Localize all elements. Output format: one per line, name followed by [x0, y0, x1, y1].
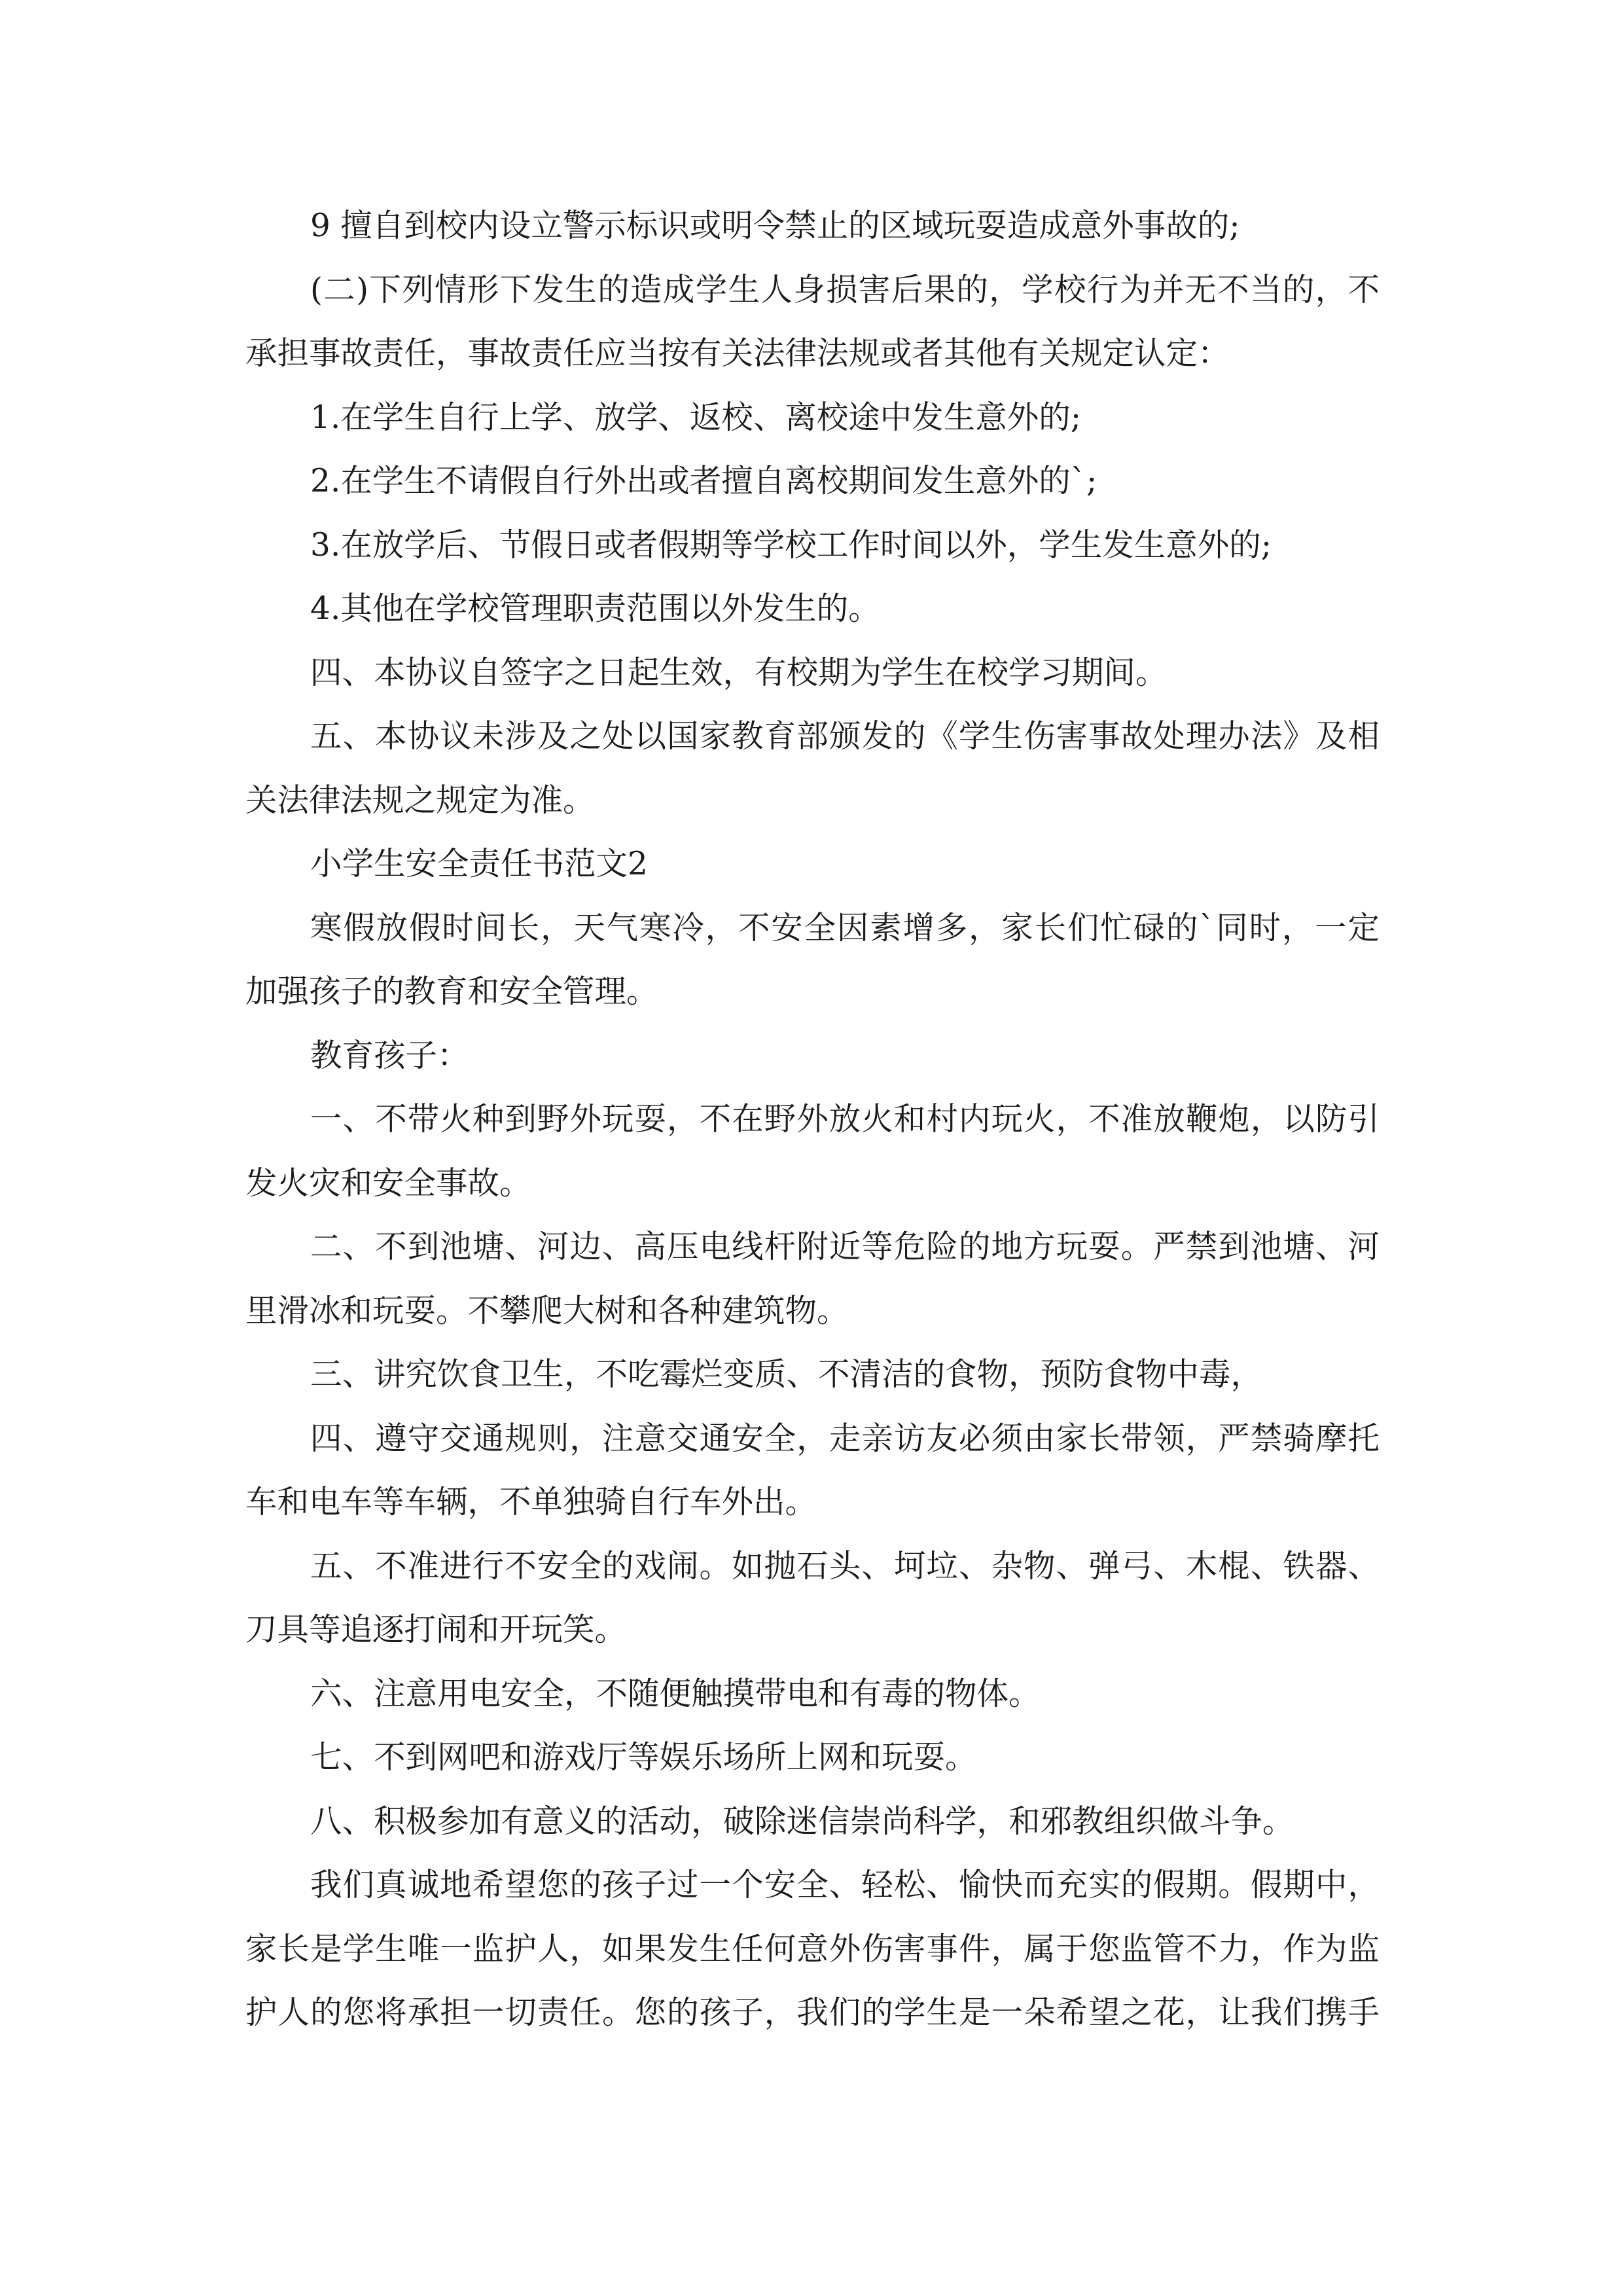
paragraph	[245, 450, 1380, 514]
paragraph	[245, 641, 1380, 706]
paragraph	[245, 1535, 1380, 1662]
paragraph-line: 六、注意用电安全，不随便触摸带电和有毒的物体。	[310, 1675, 1041, 1712]
paragraph	[245, 194, 1380, 259]
paragraph-line: 五、本协议未涉及之处以国家教育部颁发的《学生伤害事故处理办法》及相	[310, 718, 1380, 755]
section-title-text: 小学生安全责任书范文2	[310, 846, 648, 882]
paragraph-line: 里滑冰和玩耍。不攀爬大树和各种建筑物。	[245, 1292, 849, 1329]
paragraph-line: 4.其他在学校管理职责范围以外发生的。	[310, 590, 880, 627]
paragraph-line: 五、不准进行不安全的戏闹。如抛石头、坷垃、杂物、弹弓、木棍、铁器、	[310, 1547, 1380, 1585]
section-title	[245, 833, 1380, 897]
paragraph	[245, 1343, 1380, 1407]
paragraph-line: 发火灾和安全事故。	[245, 1164, 531, 1202]
paragraph	[245, 1088, 1380, 1215]
paragraph-line: 车和电车等车辆，不单独骑自行车外出。	[245, 1484, 817, 1520]
paragraph	[245, 1662, 1380, 1727]
paragraph	[245, 259, 1380, 386]
paragraph	[245, 514, 1380, 578]
paragraph-line: 护人的您将承担一切责任。您的孩子，我们的学生是一朵希望之花，让我们携手	[245, 1994, 1380, 2031]
paragraph-line: 三、讲究饮食卫生，不吃霉烂变质、不清洁的食物，预防食物中毒，	[310, 1356, 1263, 1393]
paragraph-line: 承担事故责任，事故责任应当按有关法律法规或者其他有关规定认定：	[245, 335, 1230, 372]
paragraph-line: (二)下列情形下发生的造成学生人身损害后果的，学校行为并无不当的，不	[310, 271, 1380, 308]
paragraph-line: 七、不到网吧和游戏厅等娱乐场所上网和玩耍。	[310, 1739, 977, 1776]
paragraph	[245, 897, 1380, 1024]
paragraph-line: 寒假放假时间长，天气寒冷，不安全因素增多，家长们忙碌的`同时，一定	[310, 909, 1380, 946]
paragraph	[245, 705, 1380, 833]
paragraph-line: 二、不到池塘、河边、高压电线杆附近等危险的地方玩耍。严禁到池塘、河	[310, 1229, 1380, 1265]
paragraph-line: 教育孩子：	[310, 1037, 469, 1074]
paragraph-line: 2.在学生不请假自行外出或者擅自离校期间发生意外的`;	[310, 463, 1097, 499]
paragraph	[245, 386, 1380, 450]
document-body	[245, 194, 1380, 2045]
paragraph-line: 加强孩子的教育和安全管理。	[245, 973, 658, 1010]
paragraph	[245, 1215, 1380, 1343]
paragraph	[245, 1407, 1380, 1535]
paragraph	[245, 1024, 1380, 1088]
paragraph-line: 1.在学生自行上学、放学、返校、离校途中发生意外的;	[310, 399, 1082, 436]
paragraph	[245, 1854, 1380, 2045]
paragraph-line: 家长是学生唯一监护人，如果发生任何意外伤害事件，属于您监管不力，作为监	[245, 1930, 1380, 1967]
paragraph-line: 四、本协议自签字之日起生效，有校期为学生在校学习期间。	[310, 654, 1168, 691]
paragraph	[245, 1790, 1380, 1854]
paragraph	[245, 1726, 1380, 1790]
paragraph-line: 四、遵守交通规则，注意交通安全，走亲访友必须由家长带领，严禁骑摩托	[310, 1420, 1380, 1457]
paragraph-line: 我们真诚地希望您的孩子过一个安全、轻松、愉快而充实的假期。假期中，	[310, 1867, 1380, 1903]
paragraph-line: 3.在放学后、节假日或者假期等学校工作时间以外，学生发生意外的;	[310, 526, 1272, 564]
paragraph-line: 9 擅自到校内设立警示标识或明令禁止的区域玩耍造成意外事故的;	[310, 207, 1240, 244]
paragraph-line: 关法律法规之规定为准。	[245, 781, 595, 819]
paragraph	[245, 577, 1380, 641]
paragraph-line: 一、不带火种到野外玩耍，不在野外放火和村内玩火，不准放鞭炮，以防引	[310, 1101, 1380, 1138]
paragraph-line: 刀具等追逐打闹和开玩笑。	[245, 1611, 627, 1648]
paragraph-line: 八、积极参加有意义的活动，破除迷信崇尚科学，和邪教组织做斗争。	[310, 1803, 1294, 1840]
